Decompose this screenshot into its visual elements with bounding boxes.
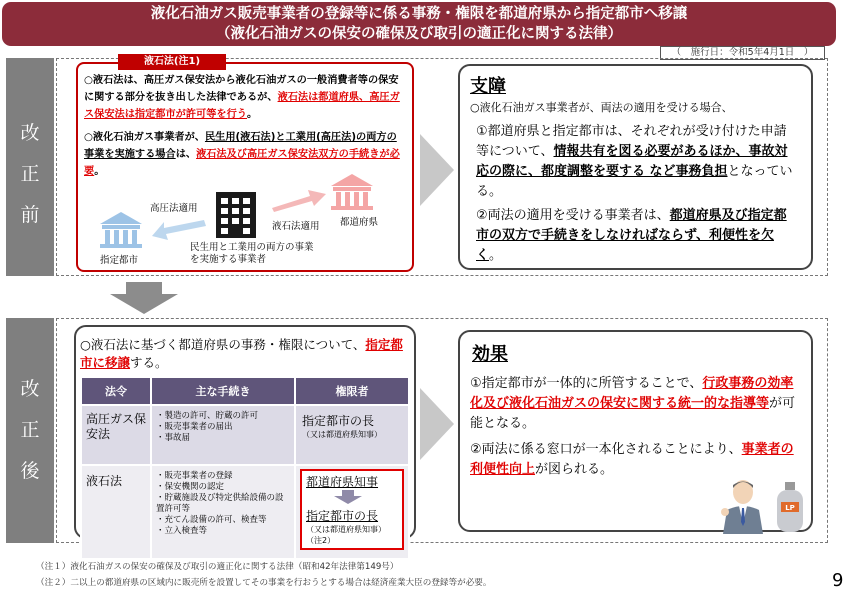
down-arrow-icon [106, 282, 182, 316]
table-header-procedure: 主な手続き [151, 377, 295, 405]
authority-transfer-box: 都道府県知事 指定都市の長 （又は都道府県知事） （注2） [300, 469, 404, 550]
liquid-petroleum-law-tag: 液石法(注1) [118, 54, 226, 70]
designated-city-building-icon [96, 210, 146, 250]
transfer-down-arrow-icon [306, 490, 392, 504]
obstacle-item-1: ①都道府県と指定都市は、それぞれが受け付けた申請等について、情報共有を図る必要があるほか、事故対応の際に、都度調整を要する など事務負担となっている。 [476, 124, 793, 199]
footnote-2: （注２）二以上の都道府県の区域内に販売所を設置してその事業を行おうとする場合は経済産業大臣の登録等が必要。 [36, 578, 492, 588]
effect-title: 効果 [472, 344, 508, 365]
obstacle-intro: ○液化石油ガス事業者が、両法の適用を受ける場合、 [470, 101, 733, 114]
after-intro: ○液石法に基づく都道府県の事務・権限について、指定都市に移譲する。 [80, 337, 403, 370]
lp-law-label: 液石法適用 [272, 221, 320, 232]
business-operator-label: 民生用と工業用の両方の事業を実施する事業者 [190, 242, 314, 265]
effective-date: （ 施行日：令和5年4月1日 ） [660, 46, 825, 60]
footnote-1: （注１）液化石油ガスの保安の確保及び取引の適正化に関する法律（昭和42年法律第149号） [36, 562, 399, 572]
before-arrow [420, 134, 454, 206]
arrow-to-city-icon [150, 218, 206, 242]
effect-item-1: ①指定都市が一体的に所管することで、行政事務の効率化及び液化石油ガスの保安に関する統一的な指導等が可能となる。 [470, 376, 796, 431]
arrow-to-prefecture-icon [270, 186, 328, 212]
table-header-authority: 権限者 [295, 377, 409, 405]
prefecture-building-icon [327, 172, 377, 212]
page-title [2, 2, 836, 46]
high-pressure-law-label: 高圧法適用 [150, 203, 198, 214]
row2-law: 液石法 [81, 465, 151, 559]
before-label: 改 正 前 [6, 58, 54, 276]
company-building-icon [210, 190, 262, 240]
after-arrow [420, 388, 454, 460]
table-row [81, 465, 409, 559]
authority-table [80, 376, 410, 560]
row2-procedures: ・販売事業者の登録 ・保安機関の認定 ・貯蔵施設及び特定供給設備の設置許可等 ・充てん設備の許可、検査等 ・立入検査等 [151, 465, 295, 559]
title-line2: （液化石油ガスの保安の確保及び取引の適正化に関する法律） [216, 26, 622, 42]
obstacle-item-2: ②両法の適用を受ける事業者は、都道府県及び指定都市の双方で手続きをしなければならず、利便性を欠く。 [476, 208, 787, 263]
prefecture-label: 都道府県 [340, 217, 379, 228]
before-paragraph-1: ○液石法は、高圧ガス保安法から液化石油ガスの一般消費者等の保安に関する部分を抜き出した法律であるが、液石法は都道府県、高圧ガス保安法は指定都市が許可等を行う。 [84, 75, 400, 120]
row1-procedures: ・製造の許可、貯蔵の許可 ・販売事業者の届出 ・事故届 [151, 405, 295, 465]
obstacle-title: 支障 [470, 76, 506, 97]
designated-city-label: 指定都市 [100, 255, 139, 266]
effect-item-2: ②両法に係る窓口が一本化されることにより、事業者の利便性向上が図られる。 [470, 442, 794, 477]
row2-authority [295, 465, 409, 559]
page-number: 9 [832, 570, 844, 591]
after-label: 改 正 後 [6, 318, 54, 543]
cylinder-label: LP [785, 504, 795, 512]
businessman-icon [715, 478, 769, 534]
before-paragraph-2: ○液化石油ガス事業者が、民生用(液石法)と工業用(高圧法)の両方の事業を実施する場合は、液石法及び高圧ガス保安法双方の手続きが必要。 [84, 132, 400, 177]
lp-gas-cylinder-icon [773, 480, 807, 534]
row1-law: 高圧ガス保安法 [81, 405, 151, 465]
row1-authority: 指定都市の長 （又は都道府県知事） [295, 405, 409, 465]
title-line1: 液化石油ガス販売事業者の登録等に係る事務・権限を都道府県から指定都市へ移譲 [150, 6, 688, 22]
table-header-law: 法令 [81, 377, 151, 405]
table-row [81, 405, 409, 465]
